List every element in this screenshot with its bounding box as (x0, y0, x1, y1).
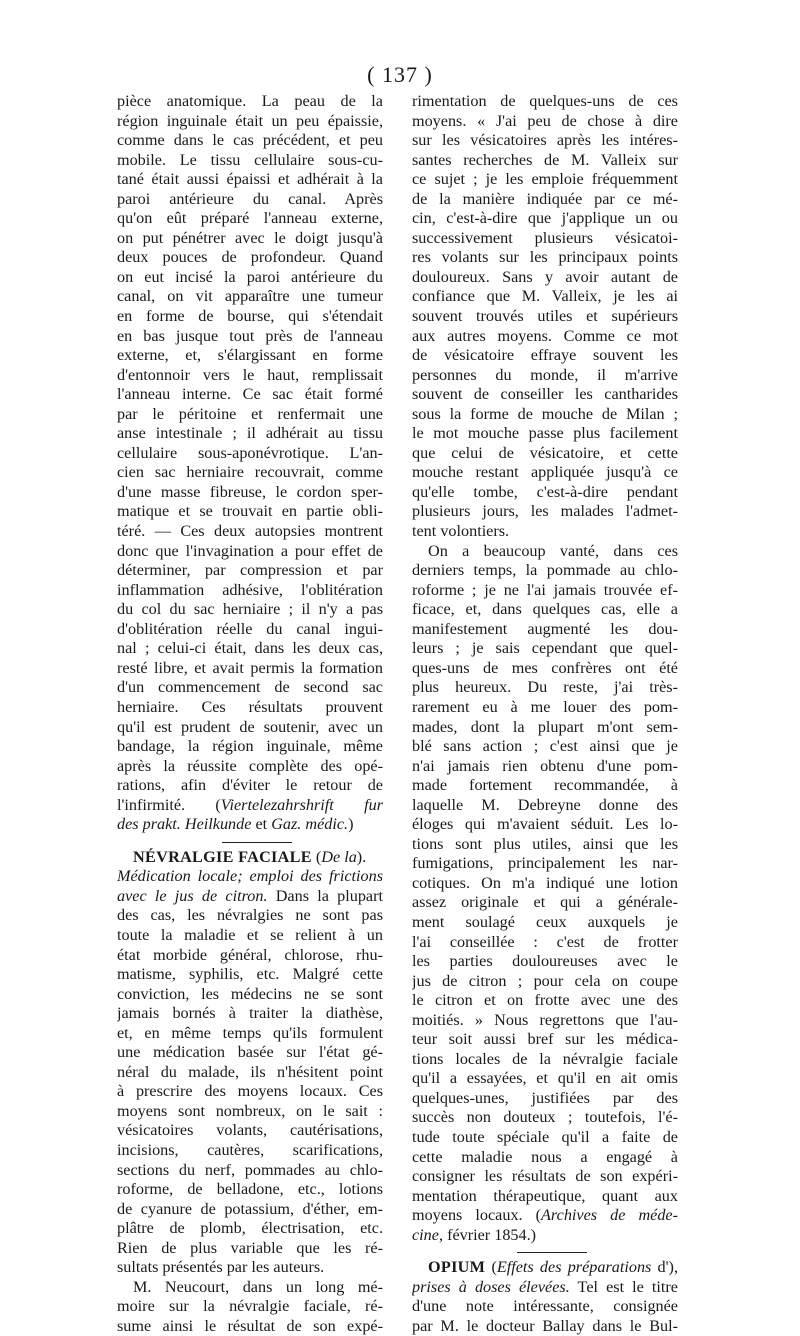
text-line: de cyanure de potassium, d'éther, em- (117, 1199, 383, 1218)
article-subtitle: prises à doses élevées. (412, 1277, 570, 1296)
text-line: sections du nerf, pommades au chlo- (117, 1160, 383, 1179)
text-line: on put pénétrer avec le doigt jusqu'à (117, 228, 383, 247)
text-line: des cas, les névralgies ne sont pas (117, 906, 383, 925)
text-fragment: et (251, 815, 272, 834)
text-line: mobile. Le tissu cellulaire sous-cu- (117, 150, 383, 169)
text-line: déterminer, par compression et par (117, 561, 383, 580)
text-line: ficace, et, dans quelques cas, elle a (412, 600, 678, 619)
article-opium (412, 1258, 678, 1336)
text-line: confiance que M. Valleix, je les ai (412, 287, 678, 306)
text-line: moyens. « J'ai peu de chose à dire (412, 111, 678, 130)
text-line: cien sac herniaire recouvrait, comme (117, 463, 383, 482)
text-line: jamais bornés à traiter la diathèse, (117, 1004, 383, 1023)
text-line: en forme de bourse, qui s'étendait (117, 307, 383, 326)
text-line: d'entonnoir vers le haut, remplissait (117, 365, 383, 384)
article-heading (412, 1258, 678, 1278)
text-line: ques-uns de mes confrères ont été (412, 658, 678, 677)
text-line: anse intestinale ; il adhérait au tissu (117, 424, 383, 443)
text-line: res volants sur les principaux points (412, 248, 678, 267)
text-line: incisions, cautères, scarifications, (117, 1140, 383, 1159)
text-line: sultats présentés par les auteurs. (117, 1258, 325, 1277)
paragraph-pommades (412, 542, 678, 1246)
text-line (117, 796, 383, 816)
right-column (412, 92, 678, 1336)
text-line: M. Neucourt, dans un long mé- (133, 1277, 383, 1296)
text-line: sous la forme de mouche de Milan ; (412, 404, 678, 423)
text-fragment: De la (321, 847, 357, 866)
text-line: On a beaucoup vanté, dans ces (428, 541, 678, 560)
text-line: et, en même temps qu'ils formulent (117, 1023, 383, 1042)
text-line: roforme, de belladone, etc., lotions (117, 1180, 383, 1199)
source-title: cine (412, 1225, 439, 1244)
text-line: donc que l'invagination a pour effet de (117, 541, 383, 560)
text-line: par M. le docteur Ballay dans le Bul- (412, 1316, 678, 1335)
text-line: resté libre, et avait permis la formation (117, 658, 383, 677)
text-line: blé sans action ; c'est ainsi que je (412, 737, 678, 756)
text-line: moyens sont nombreux, on le sait : (117, 1101, 383, 1120)
text-line: l'anneau interne. Ce sac était formé (117, 385, 383, 404)
text-line: laquelle M. Debreyne donne des (412, 795, 678, 814)
text-line: du col du sac herniaire ; il n'y a pas (117, 600, 383, 619)
text-line: jus de citron ; pour cela on coupe (412, 971, 678, 990)
text-fragment: ( (485, 1258, 497, 1277)
text-fragment: ) (348, 815, 354, 834)
text-line: de la manière indiquée par ce mé- (412, 189, 678, 208)
text-line: cin, c'est-à-dire que j'applique un ou (412, 209, 678, 228)
text-line: canal, on vit apparaître une tumeur (117, 287, 383, 306)
text-line: mades, dont la plupart m'ont sem- (412, 717, 678, 736)
text-line: rimentation de quelques-uns de ces (412, 92, 678, 110)
text-line: les parties douloureuses avec le (412, 952, 678, 971)
text-line: rations, afin d'éviter le retour de (117, 776, 383, 795)
text-line: derniers temps, la pommade au chlo- (412, 561, 678, 580)
text-fragment: moyens locaux. ( (412, 1206, 542, 1225)
text-line: herniaire. Ces résultats prouvent (117, 697, 383, 716)
paragraph-vesicatoires (412, 92, 678, 542)
text-line: plâtre de plomb, électrisation, etc. (117, 1219, 383, 1238)
text-line: de vésicatoire effraye souvent les (412, 346, 678, 365)
text-line: deux pouces de profondeur. Quand (117, 248, 383, 267)
text-line: cette maladie nous a engagé à (412, 1147, 678, 1166)
text-line: fumigations, principalement les nar- (412, 854, 678, 873)
text-line: mentation thérapeutique, quant aux (412, 1186, 678, 1205)
source-citation (412, 1226, 678, 1246)
text-line: tané était aussi épaissi et adhérait à la (117, 170, 383, 189)
text-line: région inguinale était un peu épaissie, (117, 111, 383, 130)
text-line: par le péritoine et renfermait une (117, 404, 383, 423)
text-line: personnes du monde, il m'arrive (412, 365, 678, 384)
text-line: on eut incisé la paroi antérieure du (117, 267, 383, 286)
article-subtitle: Médication locale; emploi des frictions (117, 867, 383, 886)
text-line: douloureux. Sans y avoir autant de (412, 267, 678, 286)
text-line: plus heureux. Du reste, j'ai très- (412, 678, 678, 697)
text-line: le citron et on frotte avec une des (412, 991, 678, 1010)
source-title: Gaz. médic. (271, 815, 349, 834)
text-line: vésicatoires volants, cautérisations, (117, 1121, 383, 1140)
text-fragment: ( (311, 847, 322, 866)
source-title: des prakt. Heilkunde (117, 815, 252, 834)
text-line: tions sont plus utiles, ainsi que les (412, 834, 678, 853)
text-line: consigner les résultats de son expéri- (412, 1167, 678, 1186)
text-line: mouche restant appliquée jusqu'à ce (412, 463, 678, 482)
text-line: leurs ; je sais cependant que quel- (412, 639, 678, 658)
text-line: santes recherches de M. Valleix sur (412, 150, 678, 169)
text-line: n'ai jamais rien obtenu d'une pom- (412, 756, 678, 775)
text-line: tude toute spéciale qu'il a faite de (412, 1127, 678, 1146)
text-line: conviction, les médecins ne se sont (117, 984, 383, 1003)
text-fragment: , février 1854.) (438, 1225, 537, 1244)
text-line: quelques-unes, justifiées par des (412, 1088, 678, 1107)
text-line: made fortement recommandée, à (412, 776, 678, 795)
text-line: toute la maladie et se relient à un (117, 925, 383, 944)
text-line: qu'on eût préparé l'anneau externe, (117, 209, 383, 228)
text-line: moitiés. » Nous regrettons que l'au- (412, 1010, 678, 1029)
text-line: plusieurs jours, les malades l'admet- (412, 502, 678, 521)
text-line: cellulaire sous-aponévrotique. L'an- (117, 443, 383, 462)
source-citation (117, 815, 383, 835)
page-number: ( 137 ) (367, 62, 433, 87)
text-line: l'ai conseillée : c'est de frotter (412, 932, 678, 951)
text-line: matisme, syphilis, etc. Malgré cette (117, 965, 383, 984)
article-title: NÉVRALGIE FACIALE (133, 847, 312, 866)
text-line: manifestement augmenté les dou- (412, 619, 678, 638)
text-fragment: ). (356, 847, 367, 866)
text-line: téré. — Ces deux autopsies montrent (117, 522, 383, 541)
text-line: matique et se trouvait en partie obli- (117, 502, 383, 521)
paragraph-anatomy (117, 92, 383, 835)
text-line: d'un commencement de second sac (117, 678, 383, 697)
text-line: après la réussite complète des opé- (117, 756, 383, 775)
text-line: roforme ; je ne l'ai jamais trouvée ef- (412, 580, 678, 599)
text-line: cotiques. On m'a indiqué une lotion (412, 873, 678, 892)
text-line: aux autres moyens. Comme ce mot (412, 326, 678, 345)
article-nevralgie-faciale (117, 848, 383, 1336)
source-title: Viertelezahrshrift fur (220, 795, 383, 814)
text-line: une médication basée sur l'état gé- (117, 1043, 383, 1062)
text-line: sur les vésicatoires après les intéres- (412, 131, 678, 150)
section-divider (117, 835, 383, 848)
text-line: ment soulagé ceux auxquels je (412, 912, 678, 931)
text-line: d'oblitération réelle du canal ingui- (117, 619, 383, 638)
text-line: inflammation adhésive, l'oblitération (117, 580, 383, 599)
text-line: moire sur la névralgie faciale, ré- (117, 1297, 383, 1316)
text-line: d'une note intéressante, consignée (412, 1297, 678, 1316)
text-line: nal ; celui-ci était, dans les deux cas, (117, 639, 383, 658)
text-line: succès non douteux ; toutefois, l'é- (412, 1108, 678, 1127)
text-line: tions locales de la névralgie faciale (412, 1049, 678, 1068)
text-fragment: l'infirmité. ( (117, 795, 221, 814)
text-line: souvent trouvés utiles et supérieurs (412, 307, 678, 326)
text-line: qu'il a essayées, et qu'il en ait omis (412, 1069, 678, 1088)
text-line: néral du malade, ils n'hésitent point (117, 1062, 383, 1081)
text-line: bandage, la région inguinale, même (117, 737, 383, 756)
text-line: rarement eu à me louer des pom- (412, 697, 678, 716)
text-line: comme dans le cas précédent, et peu (117, 131, 383, 150)
text-fragment: Tel est le titre (569, 1277, 678, 1296)
text-line: qu'il est prudent de soutenir, avec un (117, 717, 383, 736)
text-line: éloges qui m'avaient séduit. Les lo- (412, 815, 678, 834)
text-fragment: d'), (651, 1258, 678, 1277)
left-column (117, 92, 383, 1336)
text-line: Rien de plus variable que les ré- (117, 1238, 383, 1257)
section-divider (412, 1245, 678, 1258)
article-heading (117, 848, 383, 868)
text-line: le mot mouche passe plus facilement (412, 424, 678, 443)
text-line: externe, et, s'élargissant en forme (117, 346, 383, 365)
text-line: qu'elle tombe, c'est-à-dire pendant (412, 482, 678, 501)
text-line: que celui de vésicatoire, et cette (412, 443, 678, 462)
text-line: à prescrire des moyens locaux. Ces (117, 1082, 383, 1101)
text-line: successivement plusieurs vésicatoi- (412, 228, 678, 247)
article-title: OPIUM (428, 1258, 486, 1277)
text-line: sume ainsi le résultat de son expé- (117, 1316, 383, 1335)
text-line: ce sujet ; je les emploie fréquemment (412, 170, 678, 189)
text-line: en bas jusque tout près de l'anneau (117, 326, 383, 345)
text-line: souvent de conseiller les cantharides (412, 385, 678, 404)
text-line: état morbide général, chlorose, rhu- (117, 945, 383, 964)
text-line: teur soit aussi bref sur les médica- (412, 1030, 678, 1049)
text-fragment: Dans la plupart (267, 886, 383, 905)
article-subtitle: Effets des préparations (496, 1258, 652, 1277)
source-title: Archives de méde- (541, 1206, 678, 1225)
text-line (412, 1206, 678, 1226)
text-line: pièce anatomique. La peau de la (117, 92, 383, 110)
text-line: assez originale et qui a générale- (412, 893, 678, 912)
text-line: tent volontiers. (412, 522, 510, 541)
text-line (412, 1278, 678, 1298)
article-subtitle: avec le jus de citron. (117, 886, 268, 905)
text-line: d'une masse fibreuse, le cordon sper- (117, 482, 383, 501)
text-line: paroi antérieure du canal. Après (117, 189, 383, 208)
text-line (117, 887, 383, 907)
